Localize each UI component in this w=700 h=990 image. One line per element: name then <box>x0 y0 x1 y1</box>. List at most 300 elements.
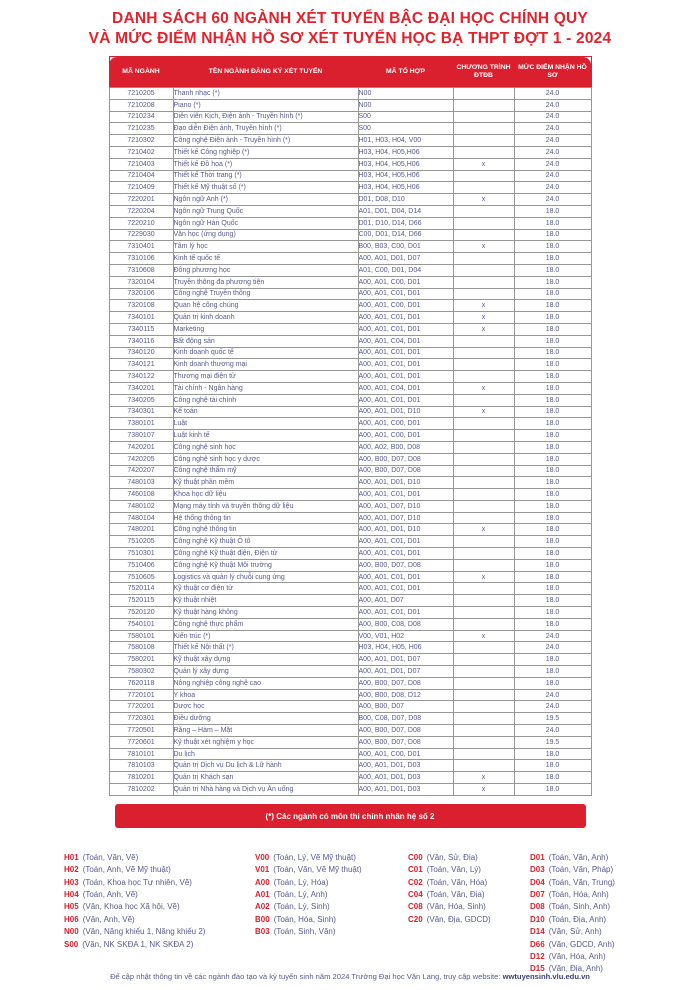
table-row <box>109 713 591 725</box>
cell-score: 24.0 <box>514 111 591 123</box>
cell-name: Đông phương học <box>173 264 358 276</box>
cell-name: Văn học (ứng dụng) <box>173 229 358 241</box>
cell-name: Bất động sản <box>173 335 358 347</box>
cell-combos: A00, B00, D07, D08 <box>358 453 453 465</box>
table-row <box>109 217 591 229</box>
cell-score: 18.0 <box>514 465 591 477</box>
table-row <box>109 430 591 442</box>
cell-combos: H03, H04, H05,H06 <box>358 170 453 182</box>
legend-item <box>530 951 690 963</box>
cell-code: 7480103 <box>109 477 173 489</box>
cell-code: 7520114 <box>109 583 173 595</box>
cell-combos: H03, H04, H05,H06 <box>358 158 453 170</box>
cell-dtdb <box>453 111 514 123</box>
cell-name: Kỹ thuật phần mềm <box>173 477 358 489</box>
cell-combos: A01, D01, D04, D14 <box>358 205 453 217</box>
table-row <box>109 182 591 194</box>
cell-code: 7810202 <box>109 784 173 796</box>
cell-name: Du lịch <box>173 748 358 760</box>
cell-combos: A00, B00, D08, D12 <box>358 689 453 701</box>
cell-name: Piano (*) <box>173 99 358 111</box>
cell-score: 18.0 <box>514 489 591 501</box>
column-header: MÃ TỔ HỢP <box>358 57 453 88</box>
cell-code: 7580302 <box>109 666 173 678</box>
cell-combos: A00, A01, C01, D01 <box>358 536 453 548</box>
legend-desc: (Văn, Hóa, Sinh) <box>426 902 486 912</box>
table-row <box>109 630 591 642</box>
cell-name: Tài chính - Ngân hàng <box>173 382 358 394</box>
cell-name: Kinh doanh quốc tế <box>173 347 358 359</box>
table-row <box>109 158 591 170</box>
table-row <box>109 394 591 406</box>
cell-dtdb <box>453 264 514 276</box>
legend-desc: (Văn, Địa, GDCD) <box>426 914 491 924</box>
legend-desc: (Văn, Sử, Địa) <box>426 852 478 862</box>
cell-score: 18.0 <box>514 300 591 312</box>
cell-dtdb <box>453 607 514 619</box>
legend-item <box>530 877 690 889</box>
footer-text: Để cập nhật thông tin về các ngành đào tạo và kỳ tuyển sinh năm 2024 Trường Đại học Văn Lang, truy cập website: <box>110 972 503 981</box>
legend-code: D14 <box>530 927 545 937</box>
legend-desc: (Toán, Văn, Anh) <box>548 852 609 862</box>
legend-code: D10 <box>530 914 545 924</box>
legend-code: D07 <box>530 890 545 900</box>
legend-desc: (Toán, Hóa, Sinh) <box>273 914 336 924</box>
table-row <box>109 194 591 206</box>
legend-item <box>530 901 690 913</box>
cell-score: 18.0 <box>514 312 591 324</box>
table-row <box>109 654 591 666</box>
cell-code: 7340120 <box>109 347 173 359</box>
cell-dtdb <box>453 394 514 406</box>
cell-code: 7220201 <box>109 194 173 206</box>
cell-code: 7210403 <box>109 158 173 170</box>
cell-dtdb <box>453 229 514 241</box>
legend-item <box>255 889 408 901</box>
cell-dtdb <box>453 689 514 701</box>
table-row <box>109 418 591 430</box>
cell-dtdb <box>453 677 514 689</box>
table-row <box>109 371 591 383</box>
cell-code: 7580201 <box>109 654 173 666</box>
legend-code: D66 <box>530 939 545 949</box>
cell-code: 7210402 <box>109 146 173 158</box>
legend-item <box>530 914 690 926</box>
legend-item <box>255 926 408 938</box>
cell-combos: B00, B03, C00, D01 <box>358 241 453 253</box>
table-row <box>109 477 591 489</box>
cell-score: 18.0 <box>514 571 591 583</box>
cell-code: 7340201 <box>109 382 173 394</box>
cell-dtdb: x <box>453 571 514 583</box>
cell-name: Điều dưỡng <box>173 713 358 725</box>
legend-column <box>408 852 530 926</box>
legend-desc: (Toán, Sinh, Văn) <box>273 927 336 937</box>
cell-combos: A00, A01, C01, D01 <box>358 323 453 335</box>
cell-dtdb <box>453 88 514 100</box>
cell-dtdb <box>453 489 514 501</box>
cell-code: 7510406 <box>109 559 173 571</box>
cell-dtdb <box>453 371 514 383</box>
cell-combos: A00, A01, C00, D01 <box>358 300 453 312</box>
legend-item <box>255 914 408 926</box>
legend-desc: (Toán, Văn, Vẽ) <box>82 852 139 862</box>
cell-name: Công nghệ Điện ảnh - Truyền hình (*) <box>173 135 358 147</box>
cell-code: 7510605 <box>109 571 173 583</box>
cell-score: 18.0 <box>514 559 591 571</box>
legend-code: D08 <box>530 902 545 912</box>
legend-desc: (Toán, Anh, Vẽ Mỹ thuật) <box>82 865 171 875</box>
cell-combos: A00, A01, D07, D10 <box>358 500 453 512</box>
cell-dtdb <box>453 276 514 288</box>
cell-score: 18.0 <box>514 253 591 265</box>
footnote-banner: (*) Các ngành có môn thi chính nhân hệ số 2 <box>115 804 586 828</box>
cell-code: 7340115 <box>109 323 173 335</box>
cell-combos: A00, A01, D01, D03 <box>358 760 453 772</box>
legend-code: N00 <box>64 927 79 937</box>
table-row <box>109 784 591 796</box>
legend-code: D03 <box>530 865 545 875</box>
cell-name: Marketing <box>173 323 358 335</box>
table-row <box>109 88 591 100</box>
legend-desc: (Toán, Văn, Hóa) <box>426 877 488 887</box>
table-row <box>109 512 591 524</box>
cell-dtdb <box>453 477 514 489</box>
legend-code: C02 <box>408 877 423 887</box>
cell-code: 7310401 <box>109 241 173 253</box>
legend-desc: (Văn, Khoa học Xã hội, Vẽ) <box>82 902 180 912</box>
cell-code: 7720201 <box>109 701 173 713</box>
legend-item <box>408 877 530 889</box>
legend-item <box>408 914 530 926</box>
cell-code: 7320106 <box>109 288 173 300</box>
cell-combos: A00, A01, C01, D01 <box>358 359 453 371</box>
table-row <box>109 559 591 571</box>
table-row <box>109 264 591 276</box>
cell-combos: A00, B00, D07, D08 <box>358 559 453 571</box>
cell-combos: A00, A01, C01, D01 <box>358 371 453 383</box>
cell-name: Dược học <box>173 701 358 713</box>
cell-combos: A00, A01, D01, D03 <box>358 772 453 784</box>
cell-score: 18.0 <box>514 595 591 607</box>
cell-name: Ngôn ngữ Hàn Quốc <box>173 217 358 229</box>
cell-code: 7460108 <box>109 489 173 501</box>
legend-code: H02 <box>64 865 79 875</box>
cell-name: Công nghệ thẩm mỹ <box>173 465 358 477</box>
cell-score: 18.0 <box>514 264 591 276</box>
cell-code: 7380101 <box>109 418 173 430</box>
legend-code: C08 <box>408 902 423 912</box>
legend-item <box>530 864 690 876</box>
legend-desc: (Toán, Hóa, Anh) <box>548 890 609 900</box>
cell-dtdb <box>453 335 514 347</box>
cell-score: 18.0 <box>514 583 591 595</box>
cell-code: 7340122 <box>109 371 173 383</box>
table-row <box>109 748 591 760</box>
cell-score: 18.0 <box>514 666 591 678</box>
cell-code: 7220204 <box>109 205 173 217</box>
cell-combos: N00 <box>358 99 453 111</box>
cell-name: Mạng máy tính và truyền thông dữ liệu <box>173 500 358 512</box>
cell-name: Công nghệ Kỹ thuật điện, Điện tử <box>173 548 358 560</box>
cell-combos: A00, A01, D01, D03 <box>358 784 453 796</box>
cell-combos: H03, H04, H05,H06 <box>358 182 453 194</box>
legend-desc: (Toán, Văn, Trung) <box>548 877 615 887</box>
cell-name: Ngôn ngữ Anh (*) <box>173 194 358 206</box>
cell-code: 7480102 <box>109 500 173 512</box>
cell-dtdb: x <box>453 382 514 394</box>
cell-code: 7320108 <box>109 300 173 312</box>
cell-score: 18.0 <box>514 441 591 453</box>
cell-combos: A00, B00, D07, D08 <box>358 677 453 689</box>
cell-dtdb: x <box>453 158 514 170</box>
cell-combos: A00, A01, D01, D07 <box>358 654 453 666</box>
cell-dtdb <box>453 253 514 265</box>
cell-score: 24.0 <box>514 135 591 147</box>
table-row <box>109 524 591 536</box>
cell-combos: A00, B00, C08, D08 <box>358 618 453 630</box>
cell-dtdb: x <box>453 300 514 312</box>
cell-combos: A00, A01, D01, D07 <box>358 253 453 265</box>
cell-combos: A00, A02, B00, D08 <box>358 441 453 453</box>
legend-item <box>64 864 255 876</box>
cell-combos: D01, D08, D10 <box>358 194 453 206</box>
cell-name: Công nghệ Truyền thông <box>173 288 358 300</box>
legend-code: S00 <box>64 939 79 949</box>
cell-name: Thiết kế Nội thất (*) <box>173 642 358 654</box>
table-row <box>109 595 591 607</box>
legend-code: D15 <box>530 964 545 974</box>
legend-item <box>408 889 530 901</box>
table-row <box>109 382 591 394</box>
cell-dtdb <box>453 536 514 548</box>
cell-name: Thiết kế Đồ họa (*) <box>173 158 358 170</box>
cell-code: 7510301 <box>109 548 173 560</box>
cell-dtdb <box>453 217 514 229</box>
table-row <box>109 99 591 111</box>
cell-code: 7720501 <box>109 725 173 737</box>
cell-code: 7810201 <box>109 772 173 784</box>
cell-code: 7229030 <box>109 229 173 241</box>
legend-desc: (Toán, Văn, Địa) <box>426 890 485 900</box>
legend-code: A01 <box>255 890 270 900</box>
cell-name: Thiết kế Thời trang (*) <box>173 170 358 182</box>
cell-score: 18.0 <box>514 276 591 288</box>
cell-name: Răng – Hàm – Mặt <box>173 725 358 737</box>
cell-dtdb <box>453 701 514 713</box>
legend-code: H01 <box>64 852 79 862</box>
cell-dtdb: x <box>453 772 514 784</box>
cell-dtdb: x <box>453 312 514 324</box>
cell-dtdb <box>453 205 514 217</box>
cell-dtdb <box>453 123 514 135</box>
cell-score: 19.5 <box>514 713 591 725</box>
cell-score: 18.0 <box>514 335 591 347</box>
table-row <box>109 146 591 158</box>
cell-score: 18.0 <box>514 288 591 300</box>
legend-desc: (Toán, Sinh, Anh) <box>548 902 611 912</box>
cell-score: 18.0 <box>514 772 591 784</box>
legend-item <box>64 889 255 901</box>
cell-dtdb: x <box>453 323 514 335</box>
legend-item <box>255 864 408 876</box>
cell-code: 7340301 <box>109 406 173 418</box>
cell-code: 7720301 <box>109 713 173 725</box>
cell-score: 18.0 <box>514 500 591 512</box>
legend-code: B03 <box>255 927 270 937</box>
cell-code: 7420207 <box>109 465 173 477</box>
table-row <box>109 347 591 359</box>
cell-dtdb <box>453 666 514 678</box>
cell-score: 18.0 <box>514 217 591 229</box>
cell-combos: A00, A01, C04, D01 <box>358 335 453 347</box>
cell-combos: H01, H03, H04, V00 <box>358 135 453 147</box>
cell-name: Luật <box>173 418 358 430</box>
cell-combos: A00, A01, C04, D01 <box>358 382 453 394</box>
cell-dtdb <box>453 654 514 666</box>
table-row <box>109 288 591 300</box>
cell-score: 18.0 <box>514 512 591 524</box>
legend-desc: (Toán, Lý, Vẽ Mỹ thuật) <box>273 852 356 862</box>
cell-combos: A00, A01, C01, D01 <box>358 394 453 406</box>
cell-combos: A00, A01, C00, D01 <box>358 276 453 288</box>
cell-name: Diễn viên Kịch, Điện ảnh - Truyền hình (*) <box>173 111 358 123</box>
cell-combos: A00, A01, D01, D10 <box>358 406 453 418</box>
cell-name: Kỹ thuật nhiệt <box>173 595 358 607</box>
cell-combos: A00, B00, D07, D08 <box>358 736 453 748</box>
table-row <box>109 772 591 784</box>
cell-dtdb <box>453 736 514 748</box>
cell-combos: A00, A01, D01, D10 <box>358 477 453 489</box>
cell-name: Công nghệ sinh học <box>173 441 358 453</box>
cell-score: 18.0 <box>514 748 591 760</box>
legend-item <box>255 901 408 913</box>
cell-name: Hệ thống thông tin <box>173 512 358 524</box>
cell-name: Luật kinh tế <box>173 430 358 442</box>
legend-desc: (Toán, Lý, Hóa) <box>273 877 329 887</box>
cell-dtdb <box>453 288 514 300</box>
table-row <box>109 205 591 217</box>
cell-code: 7520120 <box>109 607 173 619</box>
cell-dtdb <box>453 347 514 359</box>
table-row <box>109 618 591 630</box>
cell-score: 24.0 <box>514 194 591 206</box>
column-header: MỨC ĐIỂM NHẬN HỒ SƠ <box>514 57 591 88</box>
legend-code: V01 <box>255 865 270 875</box>
cell-code: 7210302 <box>109 135 173 147</box>
cell-name: Quản trị Dịch vụ Du lịch & Lữ hành <box>173 760 358 772</box>
cell-name: Quản lý xây dựng <box>173 666 358 678</box>
title-line-2: VÀ MỨC ĐIỂM NHẬN HỒ SƠ XÉT TUYỂN HỌC BẠ THPT ĐỢT 1 - 2024 <box>88 30 612 47</box>
table-row <box>109 135 591 147</box>
cell-code: 7720601 <box>109 736 173 748</box>
cell-code: 7810101 <box>109 748 173 760</box>
legend-column <box>255 852 408 939</box>
cell-score: 18.0 <box>514 205 591 217</box>
cell-score: 18.0 <box>514 406 591 418</box>
cell-score: 24.0 <box>514 99 591 111</box>
legend-item <box>530 852 690 864</box>
cell-score: 24.0 <box>514 630 591 642</box>
table-header-row <box>109 57 591 88</box>
legend-code: A00 <box>255 877 270 887</box>
legend-desc: (Văn, Năng khiếu 1, Năng khiếu 2) <box>82 927 206 937</box>
cell-dtdb <box>453 99 514 111</box>
legend-code: H06 <box>64 914 79 924</box>
table-row <box>109 441 591 453</box>
legend-item <box>530 939 690 951</box>
legend-desc: (Toán, Văn, Pháp) <box>548 865 614 875</box>
cell-score: 24.0 <box>514 158 591 170</box>
legend-item <box>64 852 255 864</box>
cell-name: Quản trị Nhà hàng và Dịch vụ Ăn uống <box>173 784 358 796</box>
cell-score: 18.0 <box>514 760 591 772</box>
cell-combos: A00, A01, D07 <box>358 595 453 607</box>
cell-code: 7210409 <box>109 182 173 194</box>
table-row <box>109 701 591 713</box>
cell-score: 18.0 <box>514 524 591 536</box>
cell-name: Công nghệ Kỹ thuật Ô tô <box>173 536 358 548</box>
legend-item <box>255 852 408 864</box>
table-row <box>109 736 591 748</box>
table-row <box>109 312 591 324</box>
cell-score: 18.0 <box>514 430 591 442</box>
table-row <box>109 666 591 678</box>
cell-name: Ngôn ngữ Trung Quốc <box>173 205 358 217</box>
cell-name: Công nghệ tài chính <box>173 394 358 406</box>
cell-dtdb <box>453 135 514 147</box>
cell-combos: A00, A01, C00, D01 <box>358 430 453 442</box>
cell-name: Quản trị kinh doanh <box>173 312 358 324</box>
cell-score: 18.0 <box>514 453 591 465</box>
legend-code: D12 <box>530 952 545 962</box>
cell-score: 18.0 <box>514 607 591 619</box>
cell-score: 24.0 <box>514 182 591 194</box>
cell-name: Quản trị Khách sạn <box>173 772 358 784</box>
legend-item <box>64 914 255 926</box>
cell-score: 24.0 <box>514 88 591 100</box>
cell-combos: A00, A01, C00, D01 <box>358 418 453 430</box>
cell-code: 7480201 <box>109 524 173 536</box>
cell-score: 18.0 <box>514 323 591 335</box>
table-row <box>109 123 591 135</box>
cell-code: 7340121 <box>109 359 173 371</box>
table-row <box>109 642 591 654</box>
legend-code: B00 <box>255 914 270 924</box>
cell-dtdb: x <box>453 630 514 642</box>
table-row <box>109 276 591 288</box>
cell-score: 18.0 <box>514 359 591 371</box>
cell-name: Công nghệ thực phẩm <box>173 618 358 630</box>
cell-dtdb: x <box>453 784 514 796</box>
legend-code: H05 <box>64 902 79 912</box>
cell-score: 24.0 <box>514 146 591 158</box>
table-row <box>109 583 591 595</box>
cell-dtdb <box>453 359 514 371</box>
cell-code: 7420201 <box>109 441 173 453</box>
cell-combos: A00, A01, C01, D01 <box>358 583 453 595</box>
cell-score: 18.0 <box>514 677 591 689</box>
legend-code: C20 <box>408 914 423 924</box>
cell-name: Truyền thông đa phương tiện <box>173 276 358 288</box>
cell-name: Thiết kế Mỹ thuật số (*) <box>173 182 358 194</box>
cell-name: Kỹ thuật xét nghiệm y học <box>173 736 358 748</box>
cell-combos: A00, A01, D07, D10 <box>358 512 453 524</box>
table-row <box>109 229 591 241</box>
cell-combos: A00, A01, D01, D10 <box>358 524 453 536</box>
cell-combos: V00, V01, H02 <box>358 630 453 642</box>
cell-dtdb <box>453 595 514 607</box>
